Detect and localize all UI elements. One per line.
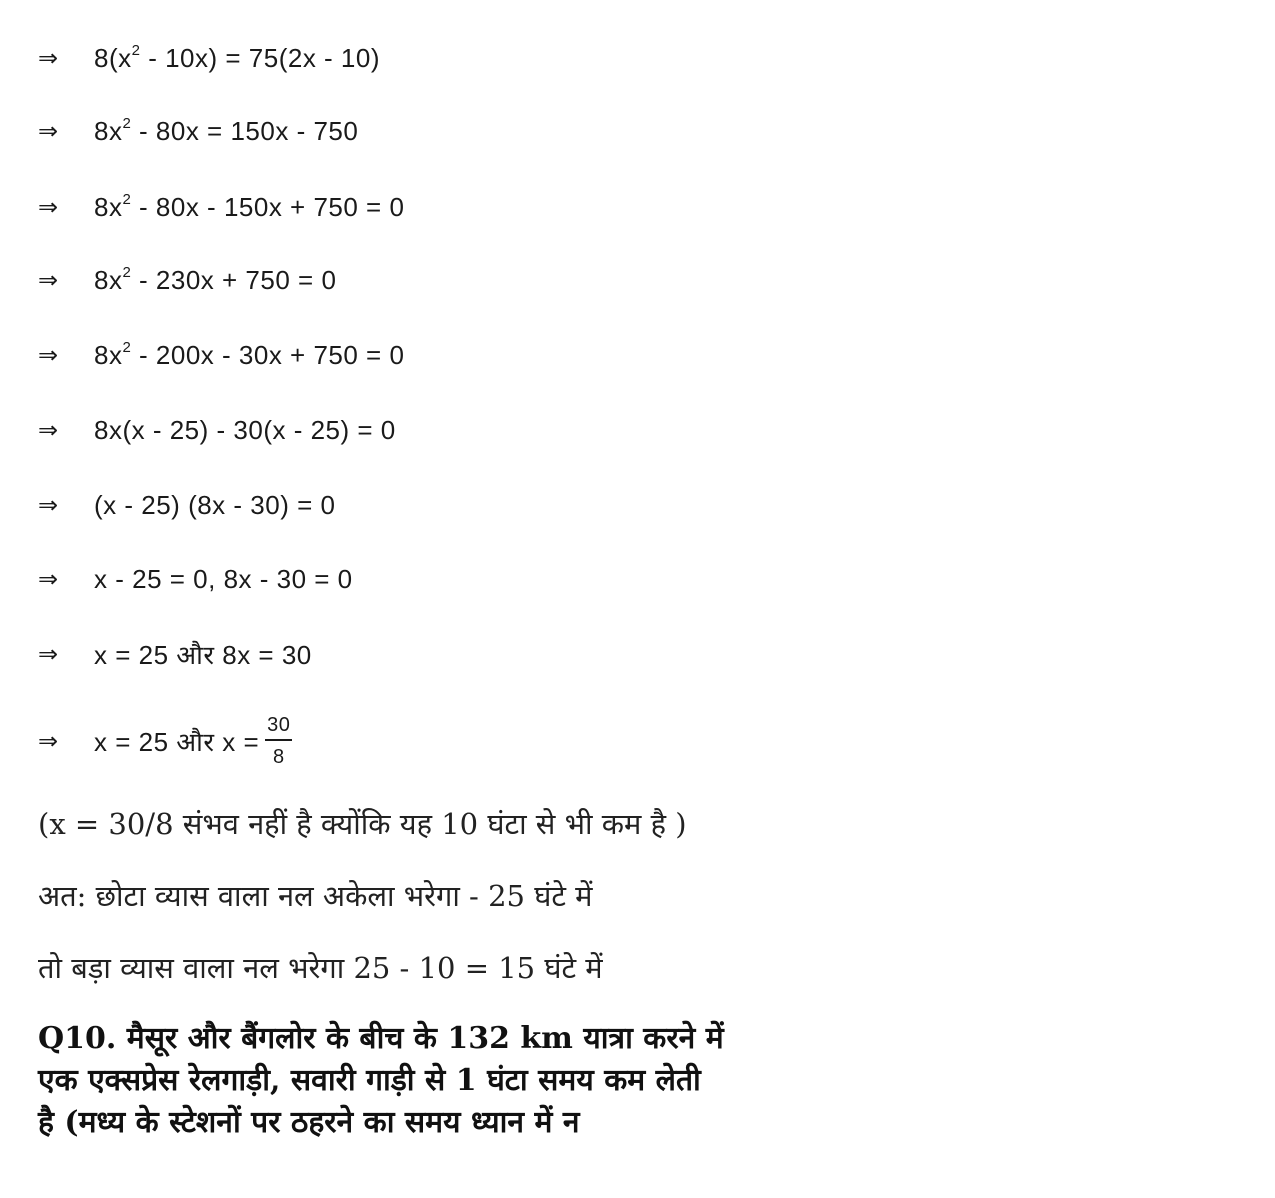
- equation-text: $8x^2 - 80x - 150x + 750 = 0$: [94, 190, 405, 222]
- implies-arrow: ⇒: [38, 117, 59, 145]
- equation-text: 8x(x - 25) - 30(x - 25) = 0: [94, 414, 396, 445]
- note-line: अत: छोटा व्यास वाला नल अकेला भरेगा - 25 घंटे में: [38, 879, 593, 913]
- fraction-denominator: 8: [272, 746, 285, 768]
- implies-arrow: ⇒: [38, 491, 59, 519]
- fraction-numerator: 30: [265, 715, 292, 741]
- equation-text: $8(x^2 - 10x) = 75(2x - 10)$: [94, 41, 381, 73]
- equation-step: [38, 559, 353, 599]
- implies-arrow: ⇒: [38, 266, 59, 294]
- equation-step: [38, 335, 404, 375]
- fraction: [265, 715, 292, 767]
- exponent: 2: [122, 263, 132, 281]
- equation-text: $8x^2 - 80x = 150x - 750$: [94, 114, 359, 146]
- question-block: [38, 1018, 918, 1144]
- question-line: Q10. मैसूर और बैंगलोर के बीच के 132 km यात्रा करने में: [38, 1021, 724, 1056]
- note-line: तो बड़ा व्यास वाला नल भरेगा 25 - 10 = 15 घंटे में: [38, 951, 603, 985]
- note-line: (x = 30/8 संभव नहीं है क्योंकि यह 10 घंटा से भी कम है ): [38, 807, 687, 841]
- equation-text: $8x^2 - 230x + 750 = 0$: [94, 263, 337, 295]
- implies-arrow: ⇒: [38, 341, 59, 369]
- equation-step: [38, 634, 312, 674]
- implies-arrow: ⇒: [38, 416, 59, 444]
- equation-text: x = 25 और 8x = 30: [94, 640, 312, 670]
- implies-arrow: ⇒: [38, 44, 59, 72]
- equation-step: [38, 187, 404, 227]
- question-line: एक एक्सप्रेस रेलगाड़ी, सवारी गाड़ी से 1 घंटा समय कम लेती: [38, 1063, 701, 1098]
- equation-text: (x - 25) (8x - 30) = 0: [94, 489, 336, 520]
- equation-step: [38, 260, 336, 300]
- equation-text: x = 25 और x =: [94, 727, 260, 757]
- question-line: है (मध्य के स्टेशनों पर ठहरने का समय ध्यान में न: [38, 1105, 580, 1140]
- equation-text: $8x^2 - 200x - 30x + 750 = 0$: [94, 338, 405, 370]
- equation-step: [38, 705, 292, 777]
- equation-step: [38, 485, 335, 525]
- exponent: 2: [131, 41, 141, 59]
- equation-step: [38, 410, 396, 450]
- exponent: 2: [122, 338, 132, 356]
- implies-arrow: ⇒: [38, 565, 59, 593]
- exponent: 2: [122, 114, 132, 132]
- implies-arrow: ⇒: [38, 640, 59, 668]
- equation-text: x - 25 = 0, 8x - 30 = 0: [94, 563, 353, 594]
- exponent: 2: [122, 190, 132, 208]
- equation-step: [38, 38, 380, 78]
- equation-step: [38, 111, 358, 151]
- implies-arrow: ⇒: [38, 193, 59, 221]
- implies-arrow: ⇒: [38, 727, 59, 755]
